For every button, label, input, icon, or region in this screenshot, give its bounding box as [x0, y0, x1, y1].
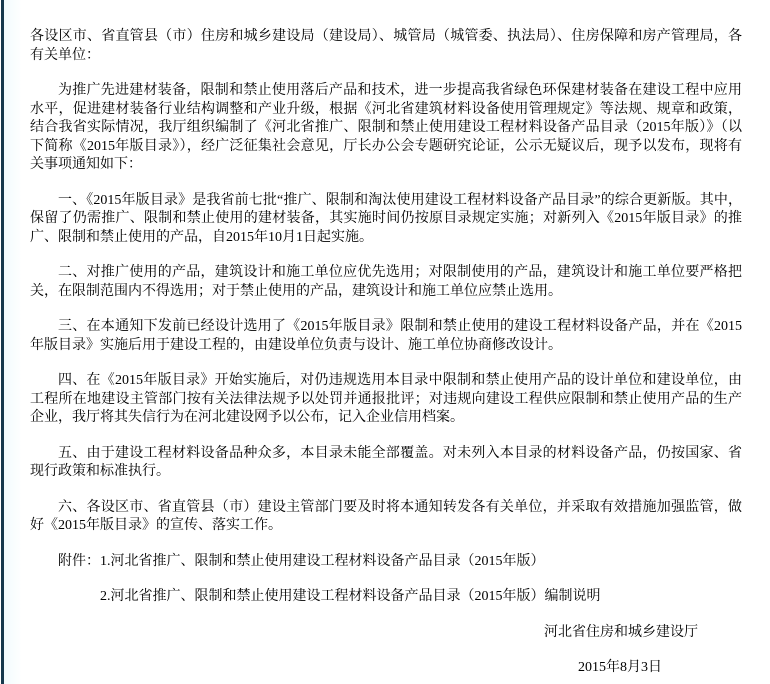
issue-date: 2015年8月3日 — [578, 660, 662, 675]
left-edge-tint — [4, 0, 22, 684]
notice-item-5: 五、由于建设工程材料设备品种众多，本目录未能全部覆盖。对未列入本目录的材料设备产品，仍按国家、省现行政策和标准执行。 — [30, 445, 742, 479]
notice-item-6: 六、各设区市、省直管县（市）建设主管部门要及时将本通知转发各有关单位，并采取有效措施加强监管，做好《2015年版目录》的宣传、落实工作。 — [30, 499, 742, 533]
notice-intro-paragraph: 为推广先进建材装备，限制和禁止使用落后产品和技术，进一步提高我省绿色环保建材装备在建设工程中应用水平，促进建材装备行业结构调整和产业升级，根据《河北省建筑材料设备使用管理规定》等法规、规章和政策，结合我省实际情况，我厅组织编制了《河北省推广、限制和禁止使用建设工程材料设备产品目录（2015年版）》（以下简称《2015年版目录》），经广泛征集社会意见，厅长办公会专题研究论证，公示无疑议后，现予以发布，现将有关事项通知如下： — [30, 83, 742, 172]
notice-body — [30, 28, 742, 678]
notice-item-4: 四、在《2015年版目录》开始实施后，对仍违规选用本目录中限制和禁止使用产品的设计单位和建设单位，由工程所在地建设主管部门按有关法律法规予以处罚并通报批评；对违规向建设工程供应限制和禁止使用产品的生产企业，我厅将其失信行为在河北建设网予以公布，记入企业信用档案。 — [30, 373, 742, 425]
attachment-line-2: 2.河北省推广、限制和禁止使用建设工程材料设备产品目录（2015年版）编制说明 — [100, 589, 601, 604]
attachment-line-1: 附件：1.河北省推广、限制和禁止使用建设工程材料设备产品目录（2015年版） — [58, 553, 545, 569]
notice-item-3: 三、在本通知下发前已经设计选用了《2015年版目录》限制和禁止使用的建设工程材料设备产品，并在《2015年版目录》实施后用于建设工程的，由建设单位负责与设计、施工单位协商修改设计。 — [30, 319, 742, 353]
notice-item-2: 二、对推广使用的产品，建筑设计和施工单位应优先选用；对限制使用的产品，建筑设计和施工单位要严格把关，在限制范围内不得选用；对于禁止使用的产品，建筑设计和施工单位应禁止选用。 — [30, 265, 742, 299]
notice-item-1: 一、《2015年版目录》是我省前七批“推广、限制和淘汰使用建设工程材料设备产品目录”的综合更新版。其中，保留了仍需推广、限制和禁止使用的建材装备，其实施时间仍按原目录规定实施；对新列入《2015年版目录》的推广、限制和禁止使用的产品，自2015年10月1日起实施。 — [30, 192, 742, 245]
issuing-authority-signature: 河北省住房和城乡建设厅 — [544, 624, 698, 640]
notice-salutation: 各设区市、省直管县（市）住房和城乡建设局（建设局）、城管局（城管委、执法局）、住房保障和房产管理局，各有关单位： — [30, 29, 742, 63]
